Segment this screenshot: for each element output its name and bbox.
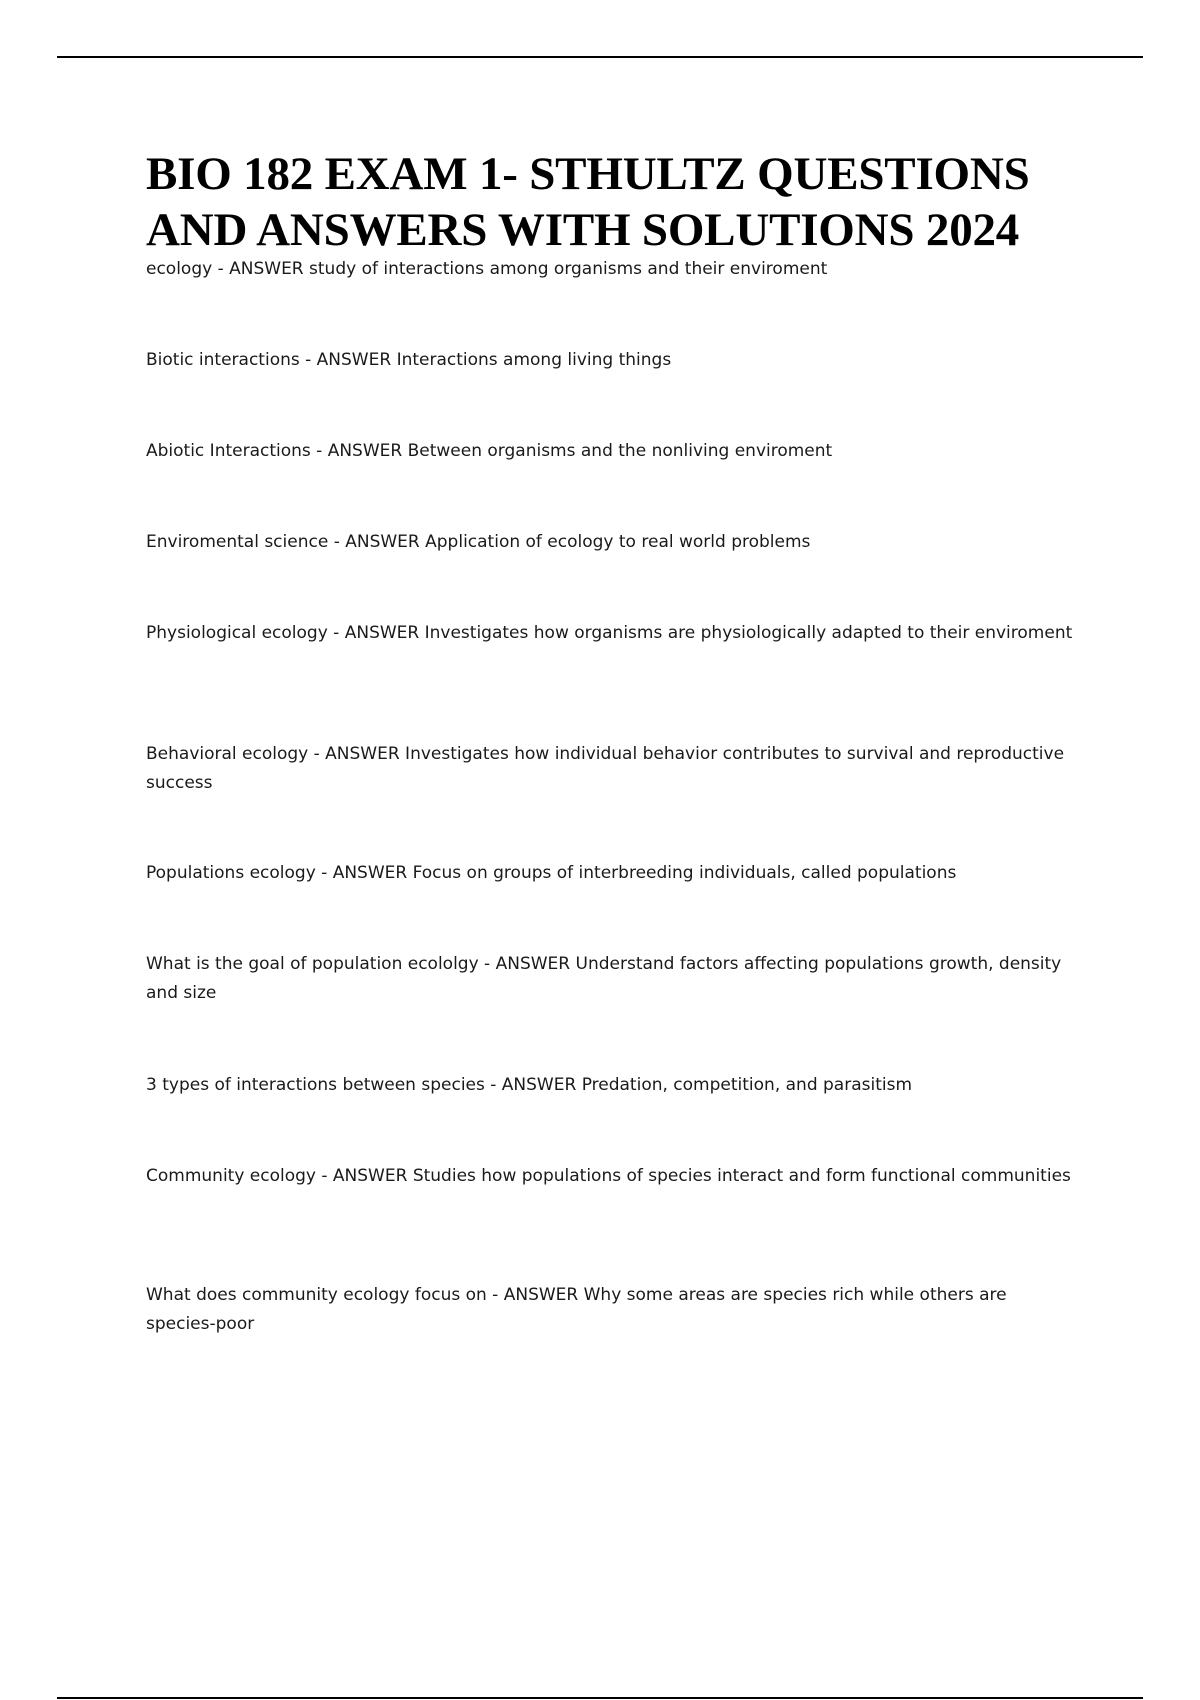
page-title: BIO 182 EXAM 1- STHULTZ QUESTIONS AND ANSWERS WITH SOLUTIONS 2024 — [146, 148, 1030, 256]
qa-entry-population-ecology-goal: What is the goal of population ecololgy - ANSWER Understand factors affecting populations growth, density and size — [146, 954, 1062, 1003]
qa-entry-physiological-ecology: Physiological ecology - ANSWER Investigates how organisms are physiologically adapted to their enviroment — [146, 623, 1073, 643]
qa-entry-biotic-interactions: Biotic interactions - ANSWER Interactions among living things — [146, 350, 672, 370]
qa-entry-populations-ecology: Populations ecology - ANSWER Focus on groups of interbreeding individuals, called populations — [146, 863, 957, 883]
qa-entry-community-ecology-focus: What does community ecology focus on - ANSWER Why some areas are species rich while others are species-poor — [146, 1285, 1007, 1334]
top-divider — [57, 56, 1143, 58]
qa-entry-species-interactions: 3 types of interactions between species - ANSWER Predation, competition, and parasitism — [146, 1075, 913, 1095]
qa-entry-abiotic-interactions: Abiotic Interactions - ANSWER Between organisms and the nonliving enviroment — [146, 441, 833, 461]
qa-entry-ecology: ecology - ANSWER study of interactions among organisms and their enviroment — [146, 259, 828, 279]
qa-entry-enviromental-science: Enviromental science - ANSWER Application of ecology to real world problems — [146, 532, 811, 552]
qa-entry-behavioral-ecology: Behavioral ecology - ANSWER Investigates how individual behavior contributes to survival and reproductive success — [146, 744, 1065, 793]
qa-entry-community-ecology: Community ecology - ANSWER Studies how populations of species interact and form functional communities — [146, 1166, 1071, 1186]
bottom-divider — [57, 1697, 1143, 1699]
